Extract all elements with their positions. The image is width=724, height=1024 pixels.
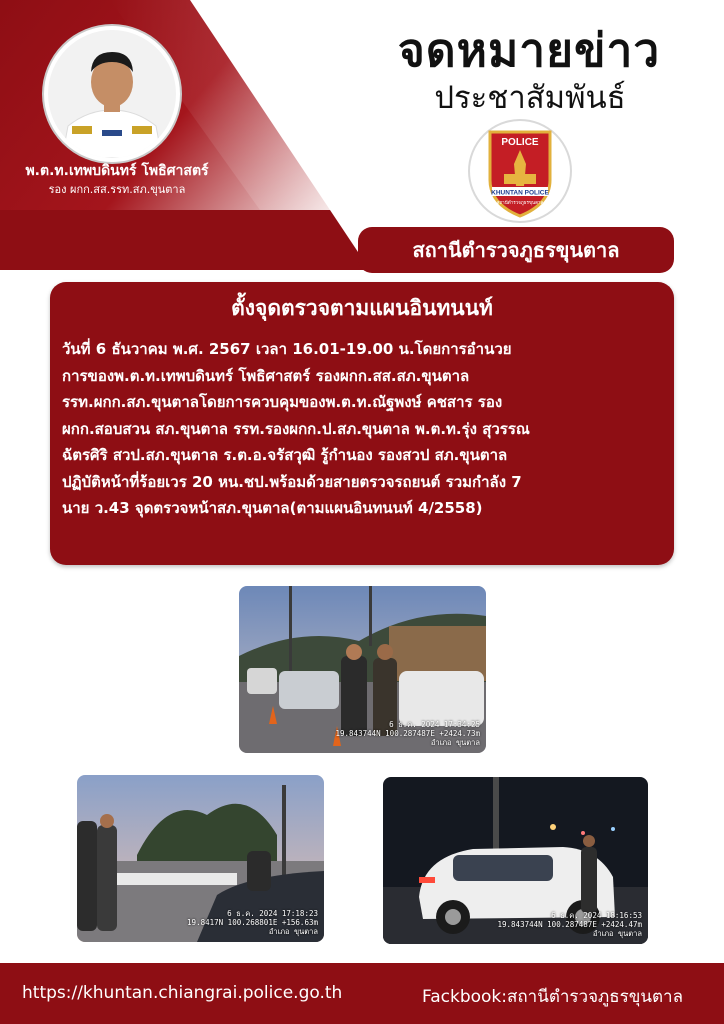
photo-stamp-line: 6 ธ.ค. 2024 17:18:23 — [227, 909, 318, 918]
photo-stamp-line: 6 ธ.ค. 2024 17:34:25 — [389, 720, 480, 729]
news-body — [62, 336, 664, 522]
photo-stamp-line: 6 ธ.ค. 2024 18:16:53 — [551, 911, 642, 920]
logo-banner-text: KHUNTAN POLICE — [491, 189, 549, 197]
photo-timestamp — [498, 911, 643, 938]
news-line: ปฏิบัติหน้าที่ร้อยเวร 20 หน.ชป.พร้อมด้วยสายตรวจรถยนต์ รวมกำลัง 7 — [62, 472, 522, 491]
logo-bottom-text: สถานีตำรวจภูธรขุนตาล — [496, 201, 544, 206]
checkpoint-photo-3 — [383, 777, 648, 944]
photo-timestamp — [336, 720, 481, 747]
photo-stamp-line: อำเภอ ขุนตาล — [268, 927, 318, 936]
photo-stamp-line: 19.843744N 100.287487E +2424.73m — [335, 729, 480, 738]
police-badge-icon — [466, 118, 574, 224]
checkpoint-photo-1 — [239, 586, 486, 753]
page-subtitle: ประชาสัมพันธ์ — [434, 80, 626, 116]
news-line: ผกก.สอบสวน สภ.ขุนตาล รรท.รองผกก.ป.สภ.ขุนตาล พ.ต.ท.รุ่ง สุวรรณ — [62, 419, 530, 438]
official-name: พ.ต.ท.เทพบดินทร์ โพธิศาสตร์ — [25, 163, 209, 179]
checkpoint-photo-2 — [77, 775, 324, 942]
page-title: จดหมายข่าว — [397, 23, 661, 77]
news-line: วันที่ 6 ธันวาคม พ.ศ. 2567 เวลา 16.01-19.00 น.โดยการอำนวย — [62, 340, 512, 358]
photo-timestamp — [187, 909, 318, 936]
station-name-badge: สถานีตำรวจภูธรขุนตาล — [358, 227, 674, 273]
official-position: รอง ผกก.สส.รรท.สภ.ขุนตาล — [48, 183, 186, 196]
avatar — [44, 26, 180, 162]
logo-top-text: POLICE — [501, 137, 539, 148]
photo-stamp-line: อำเภอ ขุนตาล — [592, 929, 642, 938]
news-line: ฉัตรศิริ สวป.สภ.ขุนตาล ร.ต.อ.จรัสวุฒิ รู้กำนอง รองสวป สภ.ขุนตาล — [62, 446, 508, 464]
news-line: รรท.ผกก.สภ.ขุนตาลโดยการควบคุมของพ.ต.ท.ณัฐพงษ์ คชสาร รอง — [62, 393, 503, 411]
news-line: นาย ว.43 จุดตรวจหน้าสภ.ขุนตาล(ตามแผนอินทนนท์ 4/2558) — [62, 499, 483, 517]
news-headline: ตั้งจุดตรวจตามแผนอินทนนท์ — [231, 296, 493, 320]
facebook-link[interactable]: Fackbook:สถานีตำรวจภูธรขุนตาล — [422, 987, 684, 1007]
photo-stamp-line: 19.8417N 100.268801E +156.63m — [187, 918, 318, 927]
officer-portrait-icon — [48, 30, 176, 158]
photo-stamp-line: อำเภอ ขุนตาล — [430, 738, 480, 747]
website-link[interactable]: https://khuntan.chiangrai.police.go.th — [22, 983, 343, 1003]
photo-stamp-line: 19.843744N 100.287487E +2424.47m — [497, 920, 642, 929]
news-line: การของพ.ต.ท.เทพบดินทร์ โพธิศาสตร์ รองผกก.สส.สภ.ขุนตาล — [62, 366, 470, 385]
